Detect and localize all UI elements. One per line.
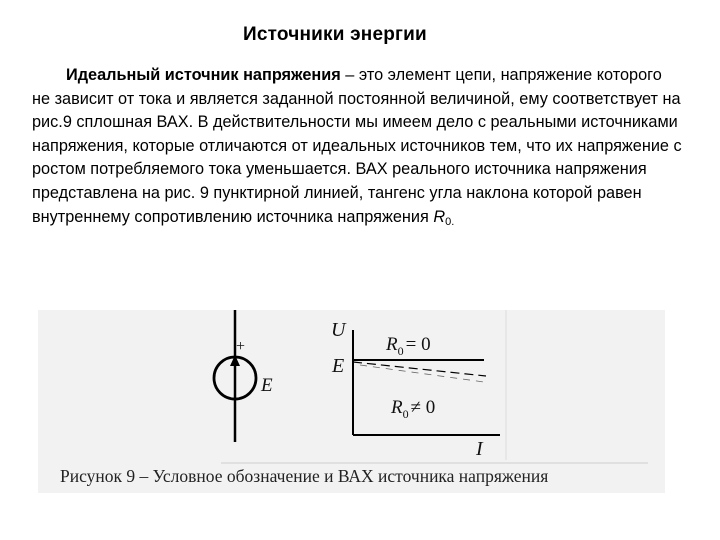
resistance-subscript: 0. [445, 215, 455, 228]
iv-graph [331, 319, 500, 460]
body-paragraph [32, 64, 682, 234]
ideal-resistance-label: $R_0 = 0$ [386, 334, 431, 358]
x-axis-label: I [476, 438, 483, 460]
plus-label: + [236, 338, 246, 355]
figure-caption: Рисунок 9 – Условное обозначение и ВАХ источника напряжения [60, 466, 549, 486]
paragraph-text: – это элемент цепи, напряжение которого не зависит от тока и является заданной постоянной величиной, ему соответствует на рис.9 сплошная ВАХ. В действительности мы имеем дело с реальными источниками напряжения, которые отличаются от идеальных источников тем, что их напряжение с ростом потребляемого тока уменьшается. ВАХ реального источника напряжения представлена на рис. 9 пунктирной линией, тангенс угла наклона которой равен внутреннему сопротивлению источника напряжения [32, 66, 682, 226]
real-resistance-label: $R_0 \ne 0$ [391, 397, 436, 421]
y-axis-label: U [331, 319, 346, 341]
real-characteristic-line [353, 362, 486, 376]
slide-title: Источники энергии [243, 24, 427, 45]
figure-9 [38, 310, 665, 493]
term-ideal-voltage-source: Идеальный источник напряжения [66, 66, 341, 84]
resistance-symbol: R [433, 207, 446, 226]
emf-level-label: E [332, 355, 345, 377]
voltage-source-symbol [214, 310, 273, 442]
emf-label: E [261, 375, 273, 396]
